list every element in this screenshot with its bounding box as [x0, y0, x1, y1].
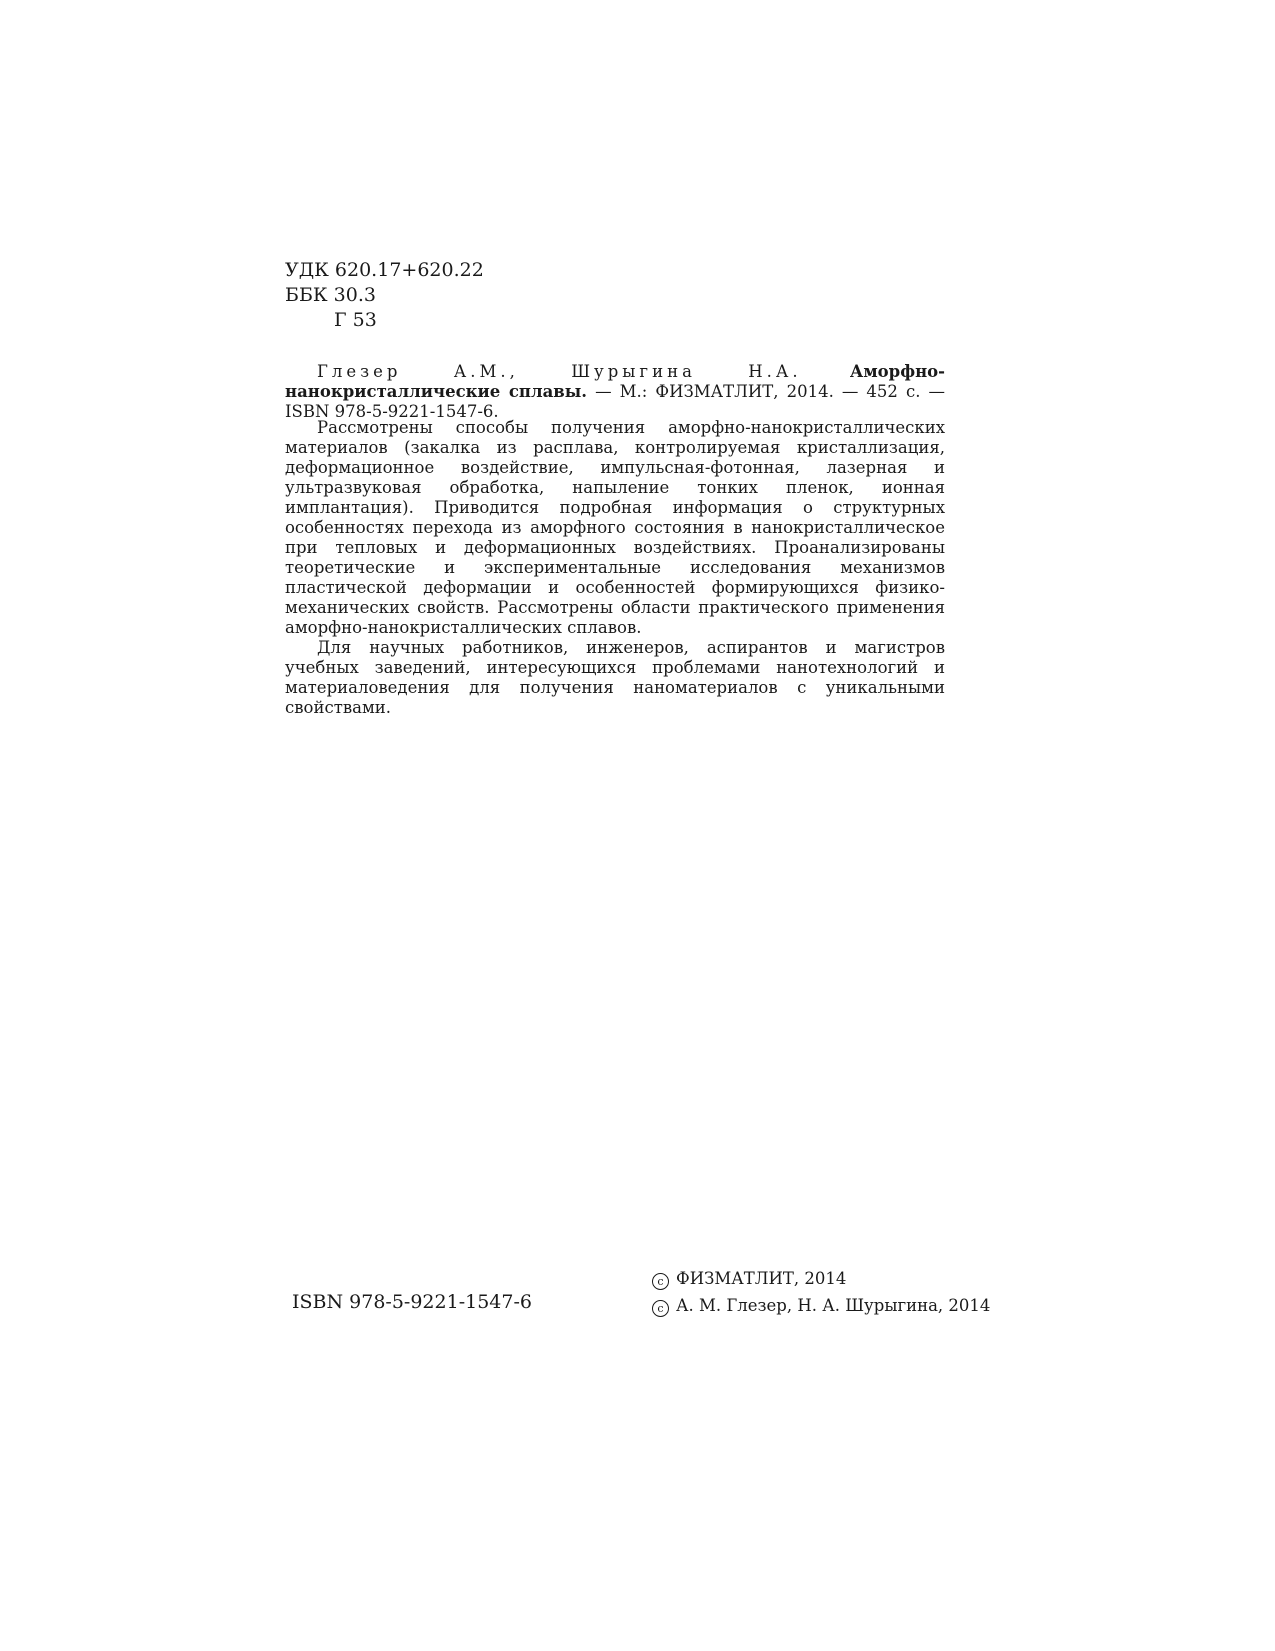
- classification-block: [285, 258, 484, 333]
- copyright-authors-line: [652, 1292, 990, 1319]
- author-mark: Г 53: [334, 309, 377, 331]
- abstract-paragraph: Рассмотрены способы получения аморфно-нанокристаллических материалов (закалка из расплава, контролируемая кристаллизация, деформационное воздействие, импульсная-фотонная, лазерная и ультразвуковая обработка, напыление тонких пленок, ионная имплантация). Приводится подробная информация о структурных особенностях перехода из аморфного состояния в нанокристаллическое при тепловых и деформационных воздействиях. Проанализированы теоретические и экспериментальные исследования механизмов пластической деформации и особенностей формирующихся физико-механических свойств. Рассмотрены области практического применения аморфно-нанокристаллических сплавов.: [285, 418, 945, 637]
- copyright-icon: c: [652, 1273, 669, 1290]
- copyright-block: [652, 1265, 990, 1319]
- copyright-publisher-line: [652, 1265, 990, 1292]
- copyright-publisher: ФИЗМАТЛИТ, 2014: [676, 1269, 847, 1288]
- record-authors: Глезер А.М., Шурыгина Н.А.: [317, 362, 802, 381]
- copyright-authors: А. М. Глезер, Н. А. Шурыгина, 2014: [676, 1296, 991, 1315]
- bbk-code: ББК 30.3: [285, 284, 376, 306]
- record-title: Аморфно-нанокристаллические сплавы.: [285, 362, 945, 401]
- isbn-number: ISBN 978-5-9221-1547-6: [292, 1291, 532, 1313]
- record-imprint: — М.: ФИЗМАТЛИТ, 2014. — 452 с. — ISBN 978-5-9221-1547-6.: [285, 382, 945, 421]
- audience-paragraph: Для научных работников, инженеров, аспирантов и магистров учебных заведений, интересующихся проблемами нанотехнологий и материаловедения для получения наноматериалов с уникальными свойствами.: [285, 638, 945, 717]
- copyright-icon: c: [652, 1300, 669, 1317]
- udk-code: УДК 620.17+620.22: [285, 259, 484, 281]
- abstract: [285, 418, 945, 718]
- bibliographic-record: [285, 362, 945, 422]
